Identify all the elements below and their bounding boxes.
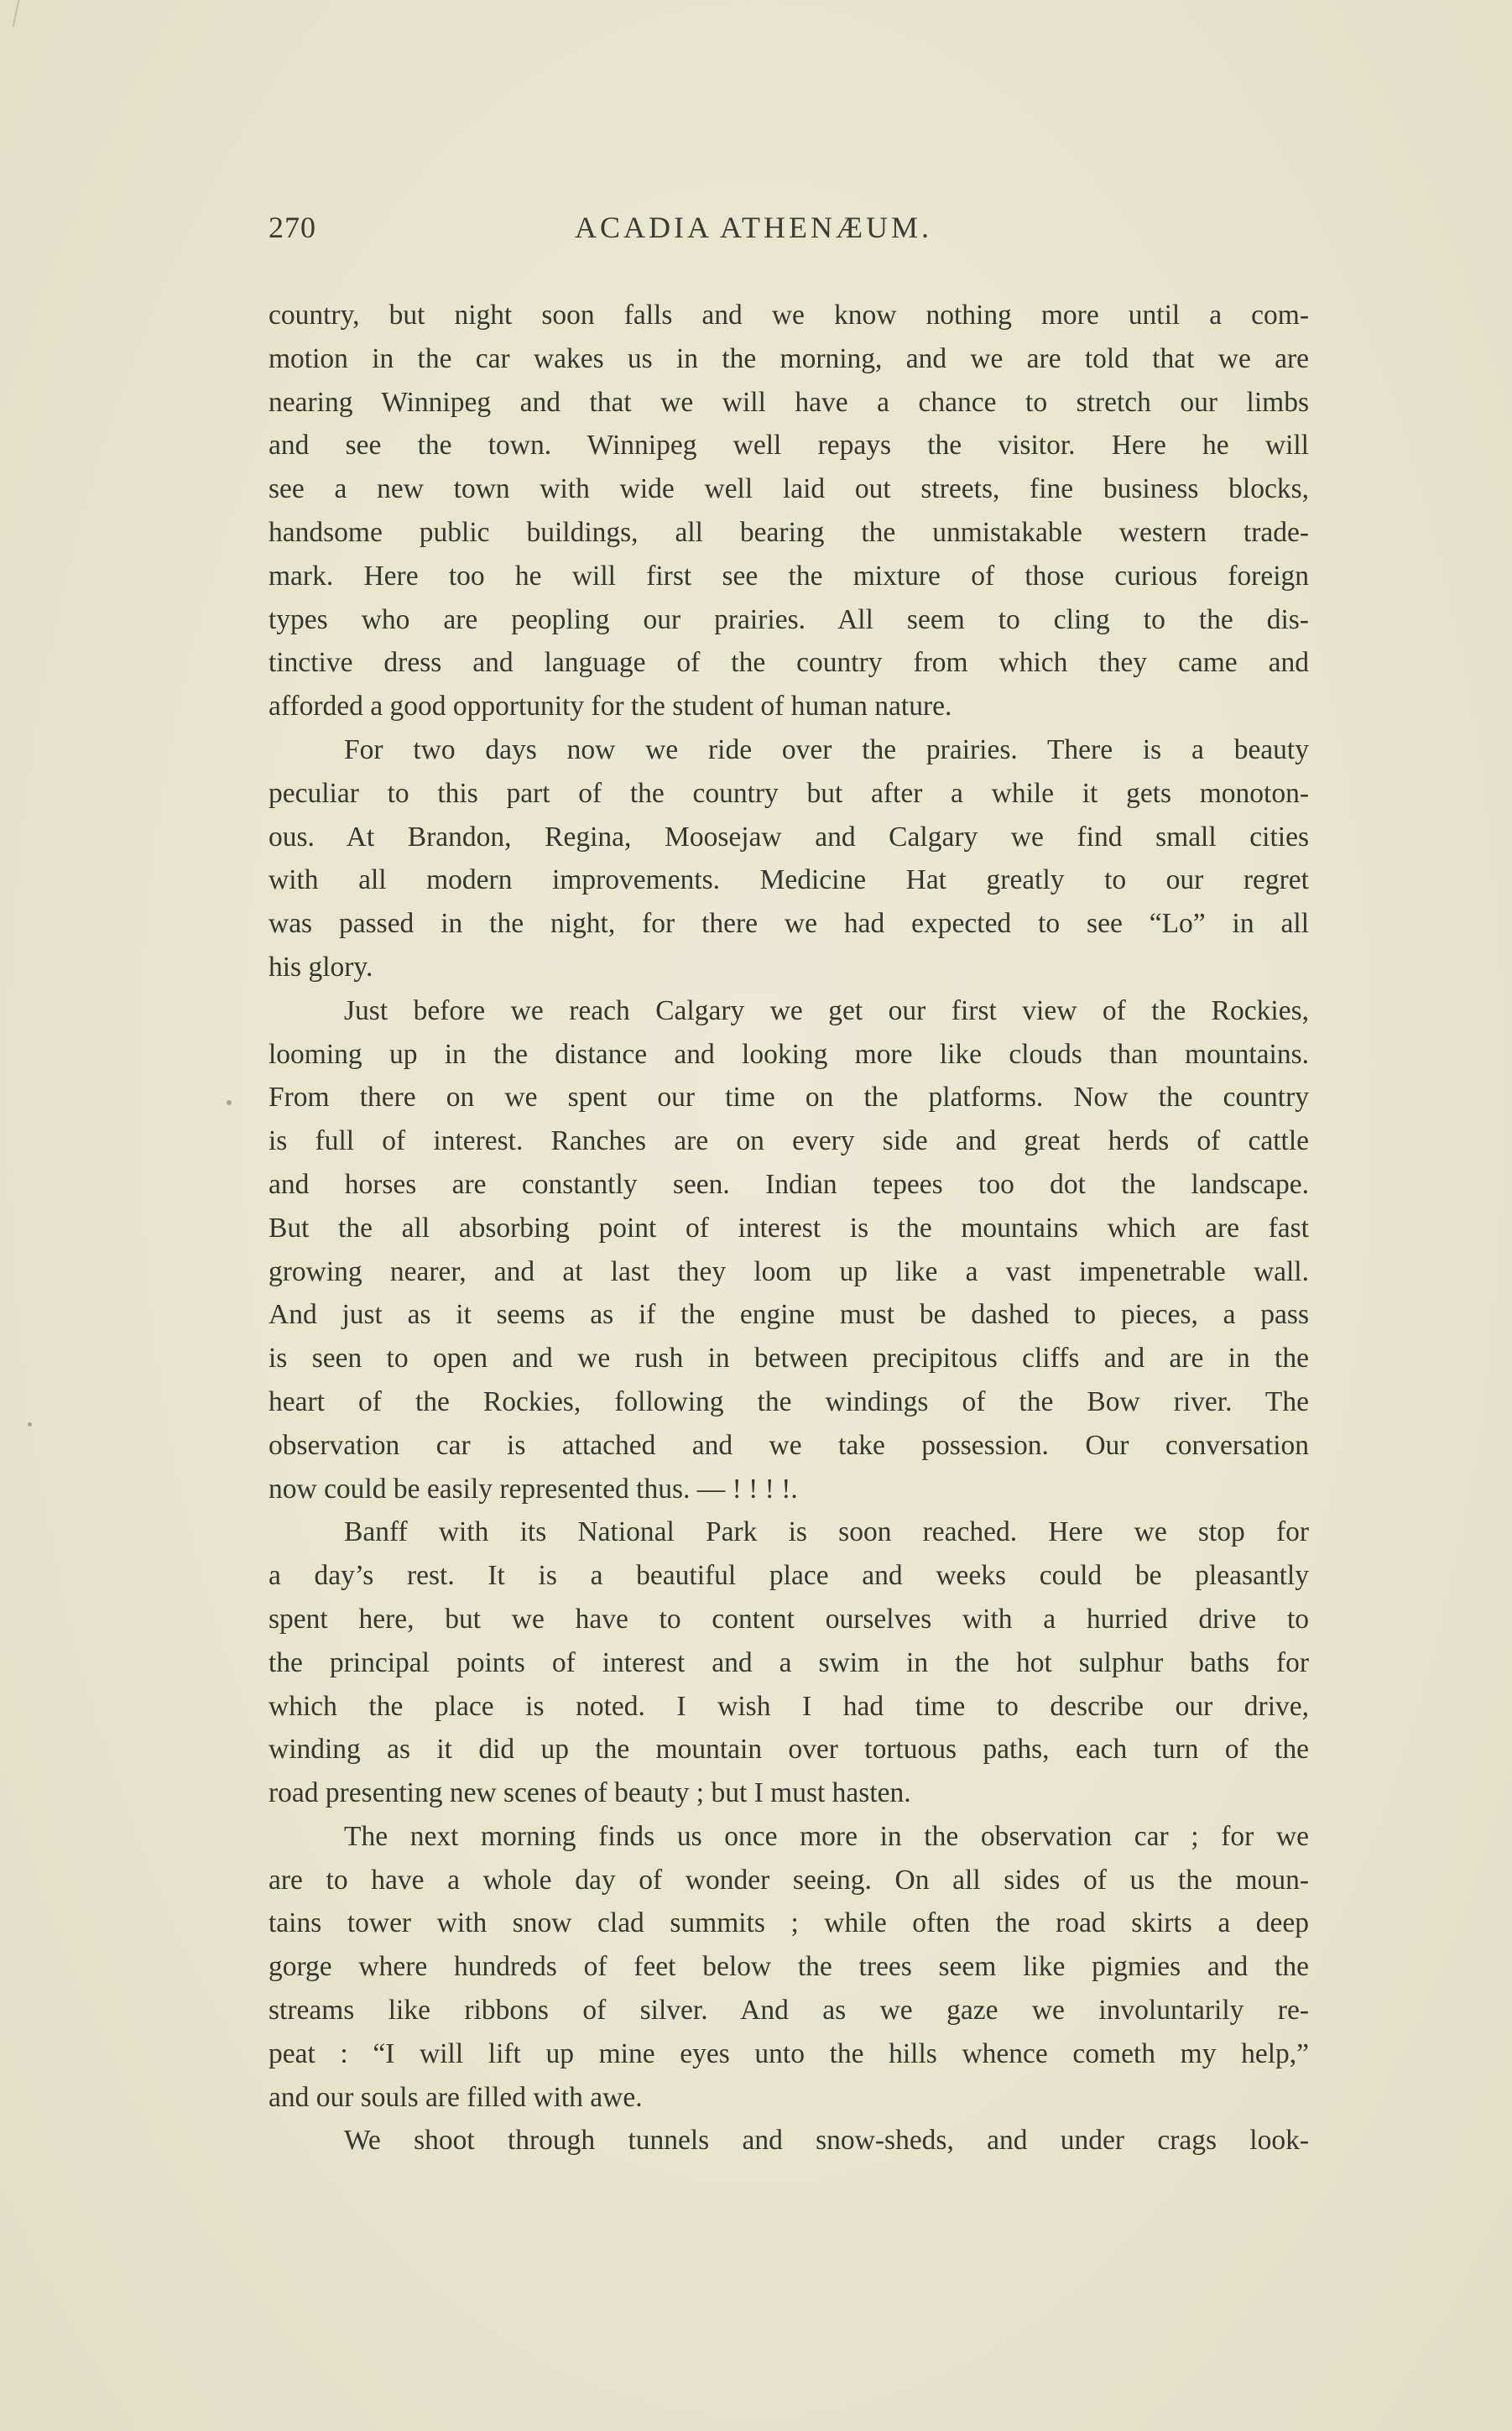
margin-dot (28, 1422, 32, 1427)
text-line: with all modern improvements. Medicine Hat greatly to our regret (269, 864, 1309, 896)
text-line: peat : “I will lift up mine eyes unto the hills whence cometh my help,” (269, 2037, 1309, 2069)
text-line: and horses are constantly seen. Indian tepees too dot the landscape. (269, 1168, 1309, 1200)
text-line: handsome public buildings, all bearing the unmistakable western trade- (269, 516, 1309, 548)
running-title: ACADIA ATHENÆUM. (575, 211, 933, 244)
text-line: For two days now we ride over the prairies. There is a beauty (344, 733, 1309, 765)
text-line: peculiar to this part of the country but after a while it gets monoton- (269, 777, 1309, 809)
text-line: The next morning finds us once more in the observation car ; for we (344, 1820, 1309, 1852)
text-line: But the all absorbing point of interest is the mountains which are fast (269, 1212, 1309, 1244)
text-line: the principal points of interest and a swim in the hot sulphur baths for (269, 1646, 1309, 1678)
text-line: and our souls are filled with awe. (269, 2081, 643, 2113)
text-line: country, but night soon falls and we know nothing more until a com- (269, 300, 1309, 331)
text-line: growing nearer, and at last they loom up like a vast impenetrable wall. (269, 1255, 1309, 1287)
page-number: 270 (269, 211, 316, 244)
text-line: spent here, but we have to content ourselves with a hurried drive to (269, 1603, 1309, 1635)
text-line: gorge where hundreds of feet below the trees seem like pigmies and the (269, 1951, 1309, 1983)
margin-dot (227, 1100, 232, 1105)
text-line: And just as it seems as if the engine must be dashed to pieces, a pass (269, 1299, 1309, 1331)
text-line: which the place is noted. I wish I had time to describe our drive, (269, 1690, 1309, 1722)
text-line: nearing Winnipeg and that we will have a chance to stretch our limbs (269, 386, 1309, 418)
page-corner-mark (0, 0, 19, 27)
running-header (269, 210, 1309, 260)
text-line: road presenting new scenes of beauty ; but I must hasten. (269, 1777, 911, 1809)
text-line: mark. Here too he will first see the mixture of those curious foreign (269, 560, 1309, 592)
text-line: Banff with its National Park is soon reached. Here we stop for (344, 1516, 1309, 1548)
text-line: motion in the car wakes us in the morning, and we are told that we are (269, 342, 1309, 374)
text-line: a day’s rest. It is a beautiful place and weeks could be pleasantly (269, 1560, 1309, 1592)
text-line: From there on we spent our time on the platforms. Now the country (269, 1082, 1309, 1114)
text-line: tinctive dress and language of the country from which they came and (269, 647, 1309, 679)
text-line: his glory. (269, 951, 373, 983)
text-line: observation car is attached and we take possession. Our conversation (269, 1429, 1309, 1461)
text-line: streams like ribbons of silver. And as we gaze we involuntarily re- (269, 1995, 1309, 2027)
text-line: and see the town. Winnipeg well repays the visitor. Here he will (269, 430, 1309, 462)
text-line: are to have a whole day of wonder seeing. On all sides of us the moun- (269, 1864, 1309, 1896)
text-line: winding as it did up the mountain over tortuous paths, each turn of the (269, 1734, 1309, 1766)
text-line: see a new town with wide well laid out streets, fine business blocks, (269, 473, 1309, 505)
text-line: types who are peopling our prairies. All seem to cling to the dis- (269, 603, 1309, 635)
text-line: now could be easily represented thus. — ! ! ! !. (269, 1473, 798, 1505)
text-line: afforded a good opportunity for the student of human nature. (269, 691, 952, 723)
article-body (269, 294, 1309, 2162)
text-line: was passed in the night, for there we had expected to see “Lo” in all (269, 908, 1309, 940)
text-line: is full of interest. Ranches are on every side and great herds of cattle (269, 1125, 1309, 1157)
text-line: heart of the Rockies, following the windings of the Bow river. The (269, 1385, 1309, 1417)
text-line: is seen to open and we rush in between precipitous cliffs and are in the (269, 1343, 1309, 1375)
text-line: Just before we reach Calgary we get our first view of the Rockies, (344, 994, 1309, 1026)
text-line: tains tower with snow clad summits ; while often the road skirts a deep (269, 1907, 1309, 1939)
text-line: We shoot through tunnels and snow-sheds, and under crags look- (344, 2125, 1309, 2157)
text-line: looming up in the distance and looking more like clouds than mountains. (269, 1038, 1309, 1070)
text-line: ous. At Brandon, Regina, Moosejaw and Calgary we find small cities (269, 821, 1309, 853)
